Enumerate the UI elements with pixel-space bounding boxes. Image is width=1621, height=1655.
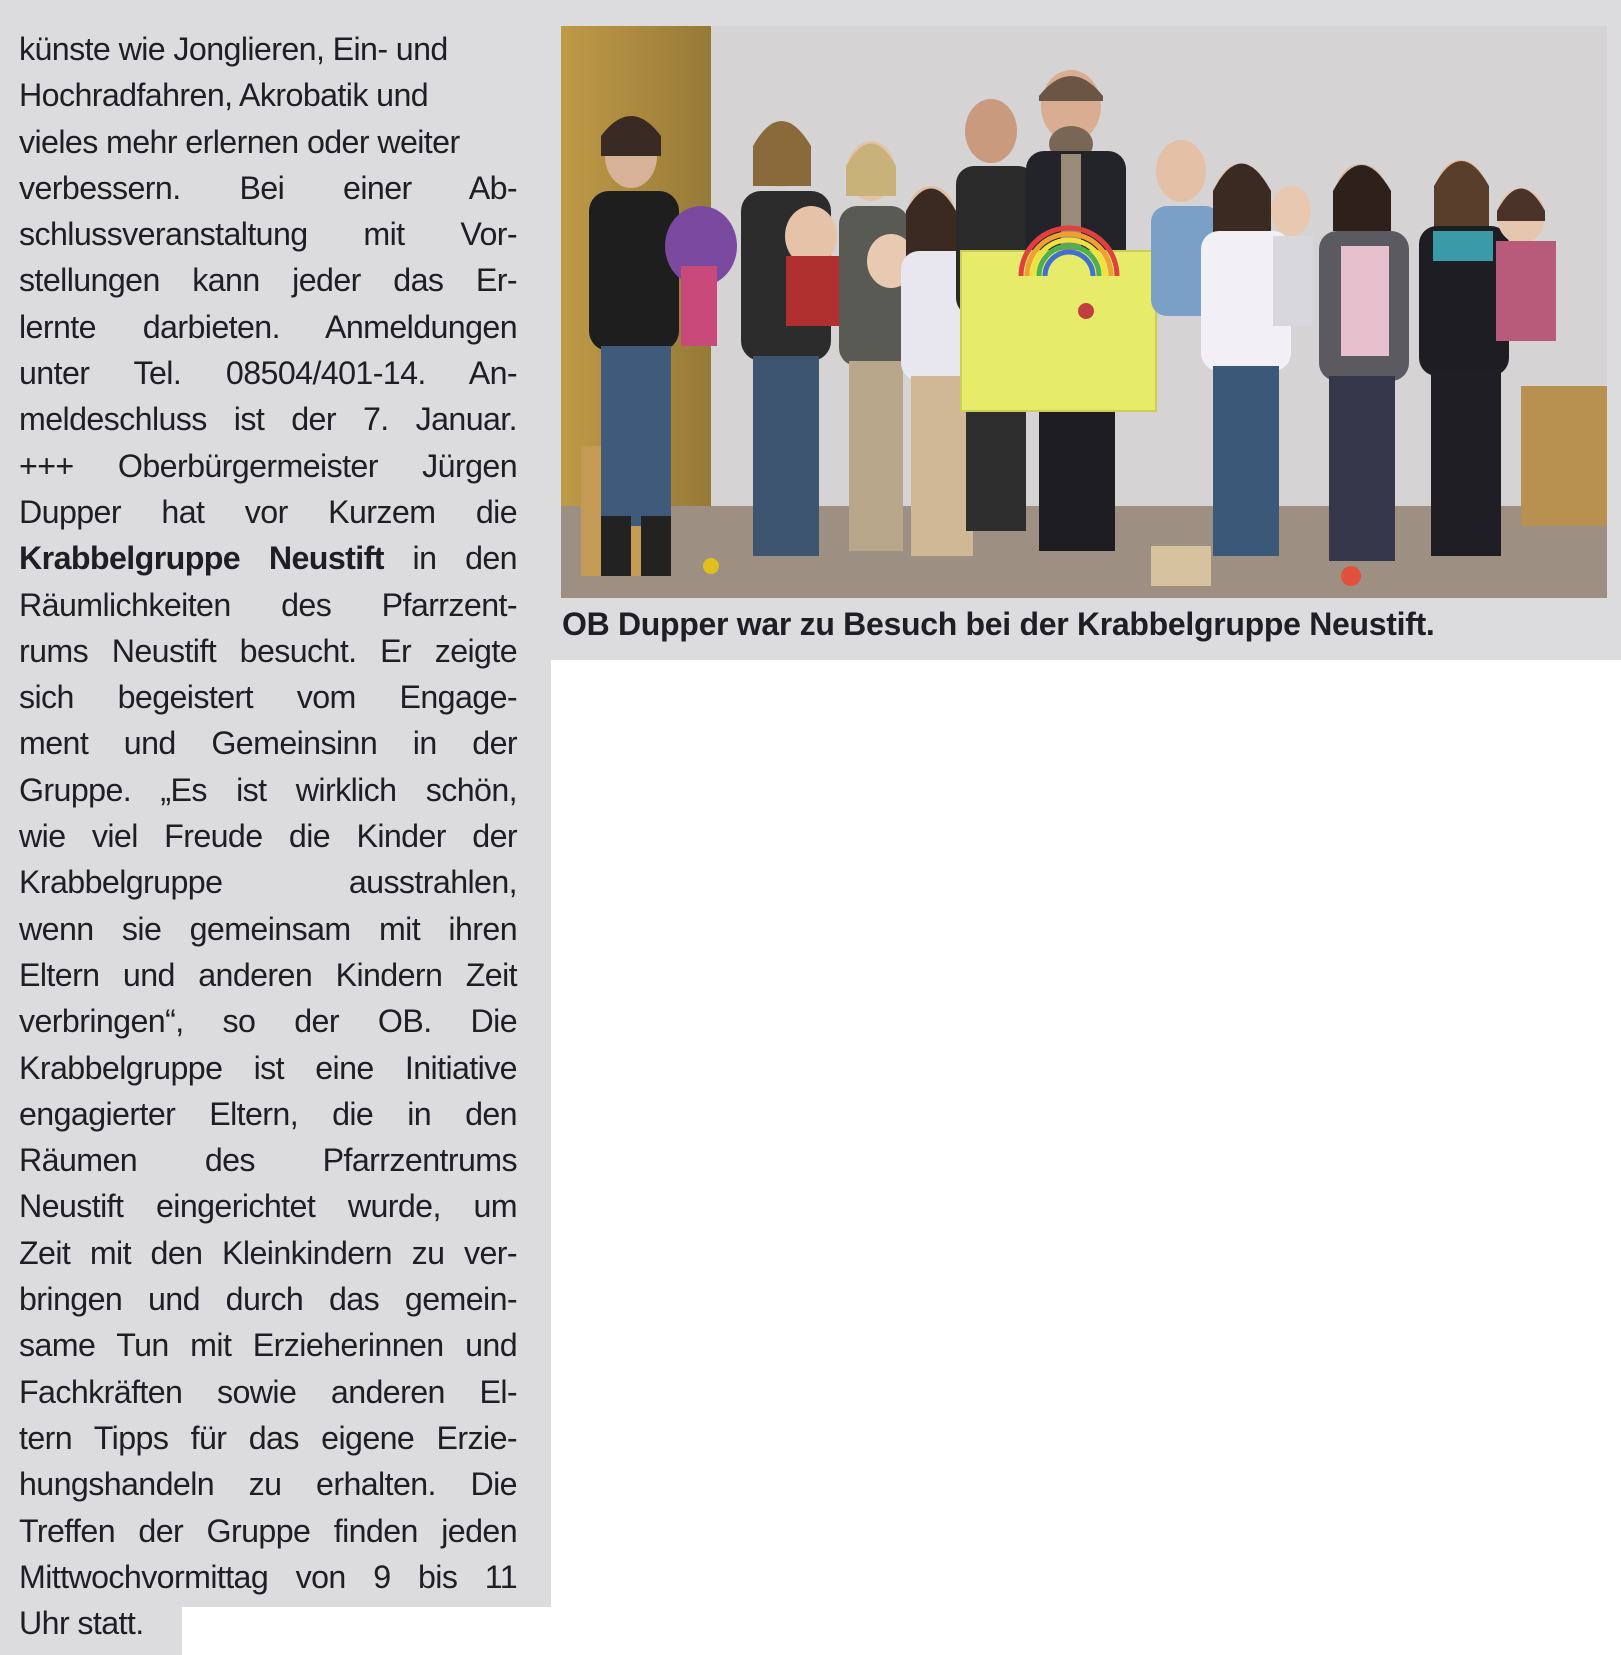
article-line: Treffen der Gruppe finden jeden	[19, 1512, 517, 1549]
bold-keyword: Krabbelgruppe Neustift	[19, 540, 384, 577]
article-line: verbessern. Bei einer Ab-	[19, 169, 517, 206]
article-line: +++ Oberbürgermeister Jürgen	[19, 447, 517, 484]
article-line: Uhr statt.	[19, 1605, 144, 1642]
article-line: Mittwochvormittag von 9 bis 11	[19, 1558, 517, 1595]
article-line: same Tun mit Erzieherinnen und	[19, 1327, 517, 1364]
article-line: bringen und durch das gemein-	[19, 1281, 517, 1318]
article-line: vieles mehr erlernen oder weiter	[19, 123, 460, 160]
article-line: Krabbelgruppe ausstrahlen,	[19, 864, 517, 901]
group-photo	[561, 26, 1607, 598]
article-line: schlussveranstaltung mit Vor-	[19, 216, 517, 253]
photo-poster	[961, 251, 1156, 411]
article-line: künste wie Jonglieren, Ein- und	[19, 31, 448, 67]
article-line: engagierter Eltern, die in den	[19, 1095, 517, 1132]
article-line: rums Neustift besucht. Er zeigte	[19, 632, 517, 669]
article-line: wenn sie gemeinsam mit ihren	[19, 910, 517, 947]
article-line: Räumlichkeiten des Pfarrzent-	[19, 586, 517, 623]
article-line: tern Tipps für das eigene Erzie-	[19, 1419, 517, 1456]
article-line: ment und Gemeinsinn in der	[19, 725, 517, 762]
article-line: Dupper hat vor Kurzem die	[19, 493, 517, 530]
article-line: sich begeistert vom Engage-	[19, 679, 517, 716]
article-line: wie viel Freude die Kinder der	[19, 818, 517, 855]
article-line: lernte darbieten. Anmeldungen	[19, 308, 517, 345]
article-line: Fachkräften sowie anderen El-	[19, 1373, 517, 1410]
article-line: Krabbelgruppe ist eine Initiative	[19, 1049, 517, 1086]
photo-shelf	[1521, 386, 1607, 526]
article-text-column	[19, 26, 517, 1646]
article-line: Hochradfahren, Akrobatik und	[19, 77, 429, 114]
article-line: Neustift eingerichtet wurde, um	[19, 1188, 517, 1225]
article-line-tail: in den	[383, 540, 517, 577]
article-line: Gruppe. „Es ist wirklich schön,	[19, 771, 517, 808]
photo-caption: OB Dupper war zu Besuch bei der Krabbelgruppe Neustift.	[562, 606, 1435, 642]
article-line: Räumen des Pfarrzentrums	[19, 1142, 517, 1179]
article-line: unter Tel. 08504/401-14. An-	[19, 355, 517, 392]
article-line-bold	[19, 535, 517, 581]
article-line: meldeschluss ist der 7. Januar.	[19, 401, 517, 438]
article-line: verbringen“, so der OB. Die	[19, 1003, 517, 1040]
article-line: Zeit mit den Kleinkindern zu ver-	[19, 1234, 517, 1271]
article-line: hungshandeln zu erhalten. Die	[19, 1466, 517, 1503]
article-line: Eltern und anderen Kindern Zeit	[19, 956, 517, 993]
group-photo-illustration	[561, 26, 1607, 598]
article-line: stellungen kann jeder das Er-	[19, 262, 517, 299]
